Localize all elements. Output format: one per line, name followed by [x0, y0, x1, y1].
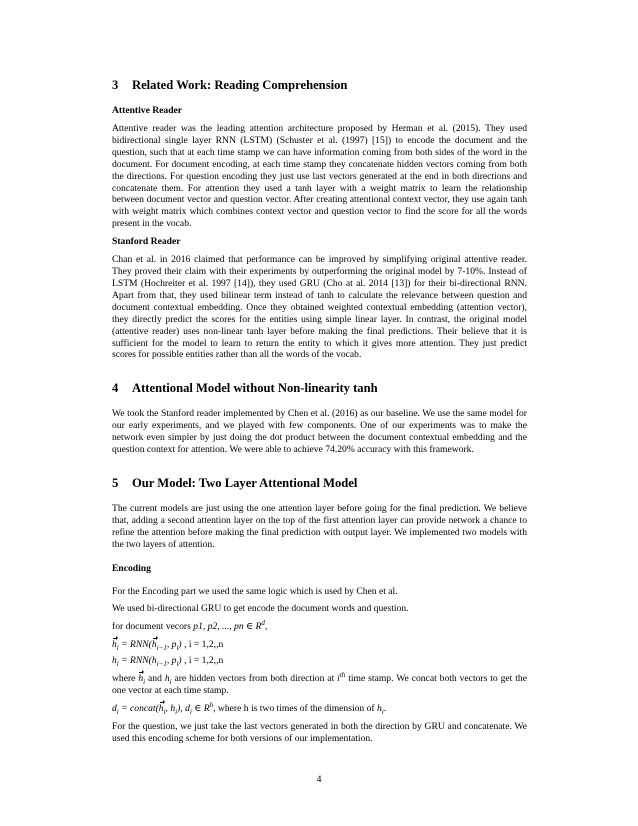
document-vectors-line: for document vecors p1, p2, ..., pn ∈ $R^d$, [112, 619, 268, 633]
concat-equation: $d_i$ = $concat(h_i$, $h_i$), $d_i$ ∈ $R^h$, where h is two times of the dimension of $h_i$. [112, 700, 387, 716]
stanford-reader-paragraph: Chan et al. in 2016 claimed that performance can be improved by simplifying original attentive reader. They proved their claim with their experiments by outperforming the original model by 7-10%. Instead of LSTM (Hochreiter et al. 1997 [14]), they used GRU (Cho at al. 2014 [13]) for their bi-directional RNN. Apart from that, they used bilinear term instead of tanh to calculate the relevance between question and document contextual embedding. Once they obtained weighted contextual embedding (attention vector), they directly predict the scores for the entities using simple linear layer. In contrast, the original model (attentive reader) uses non-linear tanh layer before making the final predictions. Their believe that it is sufficient for the model to learn to return the entity to which it gives more attention. They just predict scores for possible entities rather than all the words of the vocab. [112, 254, 527, 361]
paper-page [112, 62, 527, 745]
forward-gru-equation: $h_i = RNN(h_{i-1}$, $p_i$) , i = 1,2,,n [112, 639, 224, 653]
question-encoding-paragraph: For the question, we just take the last vectors generated in both the direction by GRU and concatenate. We used this encoding scheme for both versions of our implementation. [112, 720, 527, 744]
attentive-reader-paragraph: Attentive reader was the leading attention architecture proposed by Herman et al. (2015). They used bidirectional single layer RNN (LSTM) (Schuster et al. (1997) [15]) to encode the document and the question, such that at each time stamp we can have information coming from both sides of the word in the document. For document encoding, at each time stamp they concatenate hidden vectors coming from both the directions. For question encoding they just use last vectors generated at the end in both directions and concatenate them. For attention they used a tanh layer with a weight matrix to learn the relationship between document vector and question vector. After creating attentional context vector, they use again tanh with weight matrix which combines context vector and question vector to find the score for all the words present in the vocab. [112, 123, 527, 230]
section-5-paragraph: The current models are just using the one attention layer before going for the final prediction. We believe that, adding a second attention layer on the top of the first attention layer can provide network a chance to refine the attention before making the final prediction with output layer. We implemented two models with the two layers of attention. [112, 502, 527, 550]
encoding-paragraph-2: We used bi-directional GRU to get encode the document words and question. [112, 603, 409, 615]
stanford-reader-heading: Stanford Reader [112, 236, 181, 248]
section-number: 3 [112, 78, 119, 92]
attentive-reader-heading: Attentive Reader [112, 105, 183, 116]
section-number: 4 [112, 381, 119, 396]
hidden-vectors-description: where $h_i$ and $h_i$ are hidden vectors from both direction at $i^{th}$ time stamp. We concat both vectors to get the one vector at each time stamp. [112, 670, 527, 696]
section-title: Related Work: Reading Comprehension [132, 78, 348, 92]
page-number: 4 [316, 774, 322, 785]
encoding-paragraph-1: For the Encoding part we used the same logic which is used by Chen et al. [112, 585, 398, 597]
section-number: 5 [112, 475, 119, 490]
section-4-paragraph: We took the Stanford reader implemented by Chen et al. (2016) as our baseline. We use the same model for our early experiments, and we played with few components. One of our experiments was to make the network even simpler by just doing the dot product between the document contextual embedding and the question context for attention. We were able to achieve 74.20% accuracy with this framework. [112, 408, 527, 456]
section-title: Our Model: Two Layer Attentional Model [132, 475, 358, 490]
section-5-heading [112, 476, 527, 491]
encoding-heading: Encoding [112, 562, 151, 574]
section-3-heading [112, 78, 527, 93]
section-4-heading [112, 381, 527, 396]
backward-gru-equation: $h_i = RNN(h_{i-1}$, $p_i$) , i = 1,2,,n [112, 655, 224, 669]
section-title: Attentional Model without Non-linearity tanh [132, 381, 378, 396]
